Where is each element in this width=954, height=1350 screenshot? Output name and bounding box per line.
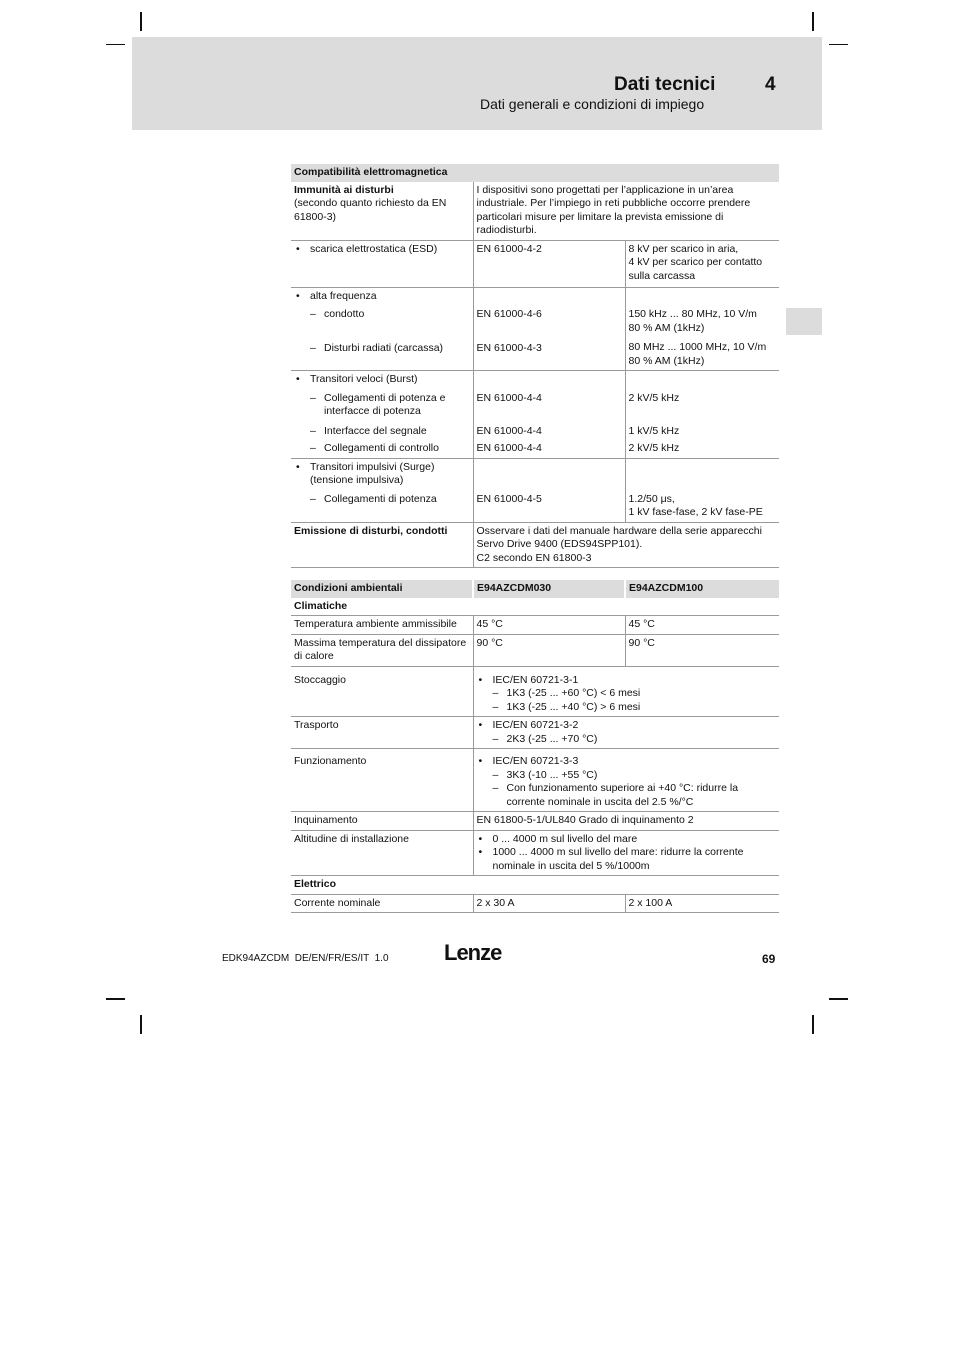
operation-label: Funzionamento [291, 749, 473, 812]
brand-logo: Lenze [444, 940, 502, 965]
hf-radiated-standard: EN 61000-4-3 [476, 341, 542, 354]
esd-value-2: 4 kV per scarico per contatto sulla carcassa [628, 256, 763, 282]
altitude-bullet-2: • 1000 ... 4000 m sul livello del mare: ridurre la corrente nominale in uscita del 5 %/1000m [477, 846, 777, 873]
storage-label: Stoccaggio [291, 666, 473, 717]
environment-table [291, 580, 779, 913]
surge-value-1: 1.2/50 μs, [628, 492, 675, 505]
current-label: Corrente nominale [291, 894, 473, 913]
table-row [291, 287, 779, 371]
operation-std: • IEC/EN 60721-3-3 [477, 755, 777, 769]
burst-power-standard: EN 61000-4-4 [476, 391, 542, 404]
burst-control-label: – Collegamenti di controllo [294, 442, 470, 456]
env-heading: Condizioni ambientali [291, 580, 473, 598]
altitude-bullet-1: • 0 ... 4000 m sul livello del mare [477, 833, 777, 847]
burst-power-value: 2 kV/5 kHz [628, 391, 680, 404]
table-row [291, 458, 779, 522]
emc-table [291, 164, 779, 568]
table-row [291, 598, 779, 616]
crop-mark [812, 1015, 814, 1034]
immunity-text: I dispositivi sono progettati per l’applicazione in un’area industriale. Per l’impiego in reti pubbliche occorre prendere particolari misure per limitare la prevista emissione di radiodisturbi. [473, 182, 779, 241]
page-title: Dati tecnici [614, 74, 716, 95]
table-row [291, 240, 779, 287]
hf-radiated-value-1: 80 MHz ... 1000 MHz, 10 V/m [628, 341, 767, 353]
document-code: EDK94AZCDM DE/EN/FR/ES/IT 1.0 [222, 953, 389, 964]
emc-heading: Compatibilità elettromagnetica [291, 164, 779, 182]
table-row [291, 894, 779, 913]
storage-std: • IEC/EN 60721-3-1 [477, 674, 777, 688]
climatic-heading: Climatiche [291, 598, 779, 616]
chapter-tab [786, 308, 822, 335]
temp-heatsink-label: Massima temperatura del dissipatore di calore [291, 634, 473, 666]
table-row [291, 876, 779, 895]
env-col-030: E94AZCDM030 [473, 580, 625, 598]
crop-mark [829, 998, 848, 1000]
pollution-label: Inquinamento [291, 812, 473, 831]
temp-amb-030: 45 °C [473, 616, 625, 635]
hf-label: • alta frequenza [294, 290, 470, 304]
page-subtitle: Dati generali e condizioni di impiego [480, 96, 705, 112]
temp-heatsink-100: 90 °C [625, 634, 779, 666]
table-row [291, 830, 779, 876]
surge-power-standard: EN 61000-4-5 [476, 492, 542, 505]
burst-signal-value: 1 kV/5 kHz [628, 424, 680, 437]
burst-signal-standard: EN 61000-4-4 [476, 424, 542, 437]
esd-label: • scarica elettrostatica (ESD) [294, 243, 470, 257]
burst-label: • Transitori veloci (Burst) [294, 373, 470, 387]
electrical-heading: Elettrico [291, 876, 779, 895]
table-row [291, 182, 779, 241]
temp-amb-label: Temperatura ambiente ammissibile [291, 616, 473, 635]
crop-mark [812, 12, 814, 31]
table-row [291, 717, 779, 749]
table-row [291, 616, 779, 635]
table-row [291, 522, 779, 568]
table-row [291, 634, 779, 666]
table-row [291, 812, 779, 831]
surge-value-2: 1 kV fase-fase, 2 kV fase-PE [628, 506, 763, 518]
table-row [291, 371, 779, 459]
burst-control-standard: EN 61000-4-4 [476, 442, 542, 454]
env-col-100: E94AZCDM100 [625, 580, 779, 598]
header-band [132, 37, 822, 130]
page-number: 69 [762, 952, 776, 966]
surge-label: • Transitori impulsivi (Surge) (tensione impulsiva) [294, 461, 470, 488]
pollution-value: EN 61800-5-1/UL840 Grado di inquinamento 2 [473, 812, 779, 831]
immunity-sub: (secondo quanto richiesto da EN 61800-3) [294, 197, 447, 223]
hf-conducted-standard: EN 61000-4-6 [476, 308, 542, 320]
burst-signal-label: – Interfacce del segnale [294, 425, 470, 439]
transport-std: • IEC/EN 60721-3-2 [477, 719, 777, 733]
operation-detail-1: – 3K3 (-10 ... +55 °C) [477, 769, 777, 783]
transport-detail-1: – 2K3 (-25 ... +70 °C) [477, 733, 777, 747]
burst-power-label: – Collegamenti di potenza e interfacce di potenza [294, 392, 470, 419]
transport-label: Trasporto [291, 717, 473, 749]
emission-text-2: C2 secondo EN 61800-3 [476, 551, 592, 564]
crop-mark [140, 1015, 142, 1034]
immunity-label: Immunità ai disturbi [294, 183, 394, 196]
storage-detail-2: – 1K3 (-25 ... +40 °C) > 6 mesi [477, 701, 777, 715]
temp-amb-100: 45 °C [625, 616, 779, 635]
hf-conducted-value-1: 150 kHz ... 80 MHz, 10 V/m [628, 308, 757, 320]
hf-radiated-label: – Disturbi radiati (carcassa) [294, 342, 470, 356]
table-row [291, 666, 779, 717]
chapter-number: 4 [765, 74, 776, 95]
hf-conducted-value-2: 80 % AM (1kHz) [628, 321, 705, 334]
crop-mark [140, 12, 142, 31]
current-100: 2 x 100 A [625, 894, 779, 913]
esd-standard: EN 61000-4-2 [473, 240, 625, 287]
current-030: 2 x 30 A [473, 894, 625, 913]
temp-heatsink-030: 90 °C [473, 634, 625, 666]
crop-mark [106, 44, 125, 45]
hf-radiated-value-2: 80 % AM (1kHz) [628, 354, 705, 367]
emission-label: Emissione di disturbi, condotti [291, 522, 473, 568]
table-row [291, 749, 779, 812]
altitude-label: Altitudine di installazione [291, 830, 473, 876]
emission-text-1: Osservare i dati del manuale hardware della serie apparecchi Servo Drive 9400 (EDS94SPP101). [476, 524, 762, 550]
burst-control-value: 2 kV/5 kHz [628, 442, 680, 454]
surge-power-label: – Collegamenti di potenza [294, 493, 470, 507]
storage-detail-1: – 1K3 (-25 ... +60 °C) < 6 mesi [477, 687, 777, 701]
crop-mark [829, 44, 848, 45]
operation-detail-2: – Con funzionamento superiore ai +40 °C: ridurre la corrente nominale in uscita del 2.5 %/°C [477, 782, 777, 809]
esd-value-1: 8 kV per scarico in aria, [628, 242, 739, 255]
hf-conducted-label: – condotto [294, 308, 470, 322]
crop-mark [106, 998, 125, 1000]
